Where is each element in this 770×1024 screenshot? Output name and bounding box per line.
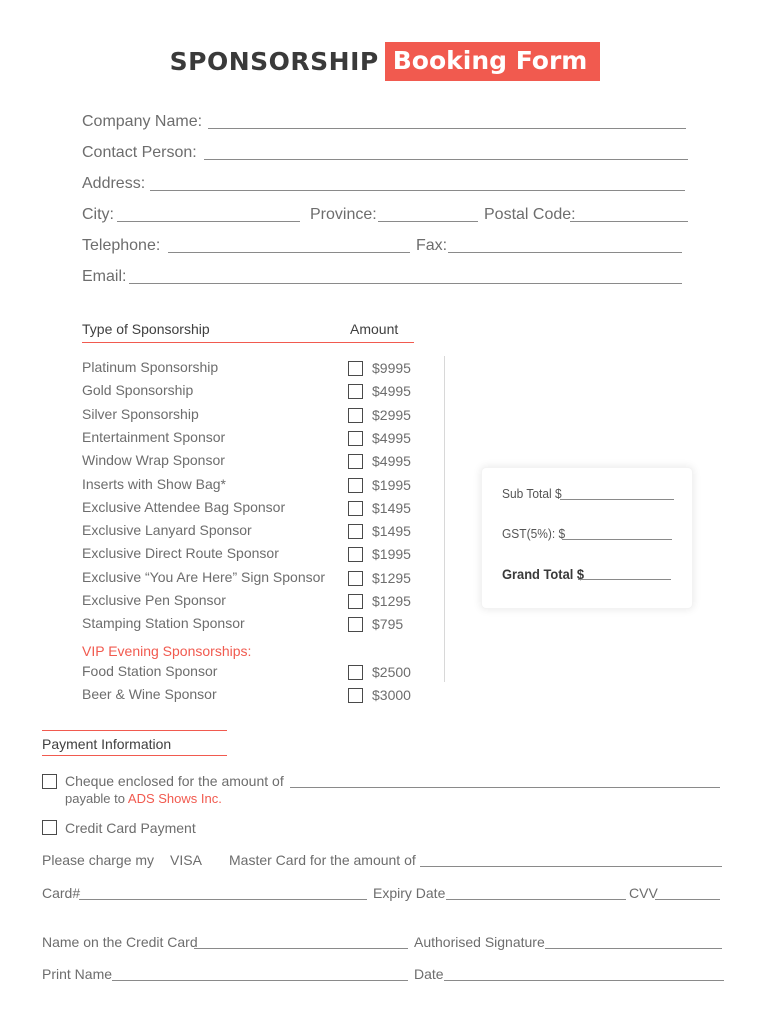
credit-card-checkbox[interactable] [42, 820, 57, 835]
sponsorship-checkbox[interactable] [348, 665, 363, 680]
master-card-option[interactable]: Master Card for the amount of [229, 852, 416, 868]
sponsorship-checkbox[interactable] [348, 408, 363, 423]
city-field[interactable] [117, 221, 300, 222]
sponsorship-checkbox[interactable] [348, 454, 363, 469]
sponsorship-name: Entertainment Sponsor [82, 428, 226, 445]
visa-option[interactable]: VISA [170, 852, 202, 868]
charge-my-label: Please charge my [42, 852, 155, 868]
charge-amount-field[interactable] [420, 866, 722, 867]
sponsorship-checkbox[interactable] [348, 524, 363, 539]
payable-company: ADS Shows Inc. [127, 791, 222, 806]
sponsorship-name: Silver Sponsorship [82, 405, 199, 422]
card-number-field[interactable] [79, 899, 367, 900]
sponsorship-price: $4995 [372, 453, 411, 470]
sponsorship-price: $3000 [372, 687, 411, 704]
company-name-field[interactable] [208, 128, 686, 129]
sponsorship-name: Gold Sponsorship [82, 382, 194, 399]
contact-person-label: Contact Person: [82, 144, 197, 161]
sponsorship-name: Exclusive Attendee Bag Sponsor [82, 498, 286, 515]
amount-header: Amount [350, 321, 399, 337]
payable-to-text [65, 791, 222, 806]
sponsorship-price: $9995 [372, 360, 411, 376]
address-field[interactable] [150, 190, 685, 191]
vip-evening-label: VIP Evening Sponsorships: [82, 643, 252, 659]
postal-code-field[interactable] [570, 221, 688, 222]
sponsorship-price: $1495 [372, 499, 411, 516]
cvv-label: CVV [629, 885, 658, 901]
cheque-checkbox[interactable] [42, 774, 57, 789]
sponsorship-price: $1995 [372, 476, 411, 493]
sponsorship-checkbox[interactable] [348, 384, 363, 399]
province-label: Province: [310, 206, 377, 223]
sponsorship-price: $1995 [372, 546, 411, 563]
sponsorship-price: $1295 [372, 569, 411, 586]
name-on-card-field[interactable] [194, 948, 408, 949]
sponsorship-price: $1495 [372, 523, 411, 540]
form-title [0, 42, 770, 81]
fax-label: Fax: [416, 237, 448, 254]
fax-field[interactable] [448, 252, 682, 253]
cheque-amount-field[interactable] [290, 787, 720, 788]
sponsorship-name: Window Wrap Sponsor [82, 452, 225, 469]
sponsorship-checkbox[interactable] [348, 688, 363, 703]
print-name-field[interactable] [112, 980, 408, 981]
grand-total-field[interactable] [578, 579, 671, 580]
date-label: Date [414, 966, 444, 982]
sponsorship-checkbox[interactable] [348, 594, 363, 609]
sponsorship-name: Exclusive “You Are Here” Sign Sponsor [82, 568, 326, 585]
sponsorship-header-rule [82, 342, 414, 343]
postal-code-label: Postal Code: [484, 206, 576, 223]
sponsorship-checkbox[interactable] [348, 361, 363, 376]
column-divider [444, 356, 445, 682]
date-field[interactable] [444, 980, 724, 981]
sponsorship-checkbox[interactable] [348, 617, 363, 632]
gst-field[interactable] [562, 539, 672, 540]
sponsorship-checkbox[interactable] [348, 478, 363, 493]
telephone-field[interactable] [168, 252, 410, 253]
sponsorship-price: $2995 [372, 406, 411, 423]
sponsorship-price: $2500 [372, 664, 411, 680]
gst-label: GST(5%): $ [502, 526, 566, 541]
contact-person-field[interactable] [204, 159, 688, 160]
sponsorship-price: $4995 [372, 383, 411, 400]
authorised-signature-field[interactable] [545, 948, 722, 949]
payment-information-header: Payment Information [42, 736, 172, 752]
sponsorship-name: Food Station Sponsor [82, 663, 218, 679]
name-on-card-label: Name on the Credit Card [42, 934, 198, 950]
telephone-label: Telephone: [82, 237, 161, 254]
sponsorship-price: $1295 [372, 593, 411, 609]
sponsorship-name: Inserts with Show Bag* [82, 475, 226, 492]
credit-card-label: Credit Card Payment [65, 820, 196, 836]
print-name-label: Print Name [42, 966, 113, 982]
cheque-label: Cheque enclosed for the amount of [65, 773, 284, 789]
province-field[interactable] [378, 221, 478, 222]
sponsorship-checkbox[interactable] [348, 571, 363, 586]
email-field[interactable] [129, 283, 682, 284]
subtotal-field[interactable] [560, 499, 674, 500]
sponsorship-checkbox[interactable] [348, 431, 363, 446]
type-of-sponsorship-header: Type of Sponsorship [82, 321, 210, 337]
sponsorship-name: Exclusive Direct Route Sponsor [82, 545, 279, 562]
sponsorship-name: Exclusive Pen Sponsor [82, 592, 226, 608]
expiry-date-label: Expiry Date [373, 885, 446, 901]
email-label: Email: [82, 268, 127, 285]
sponsorship-checkbox[interactable] [348, 547, 363, 562]
cvv-field[interactable] [655, 899, 720, 900]
address-label: Address: [82, 175, 146, 192]
sponsorship-name: Beer & Wine Sponsor [82, 686, 217, 703]
sponsorship-name: Exclusive Lanyard Sponsor [82, 522, 252, 539]
payable-to-prefix: payable to [65, 791, 125, 806]
grand-total-label: Grand Total $ [502, 566, 585, 582]
sponsorship-checkbox[interactable] [348, 501, 363, 516]
sponsorship-name: Stamping Station Sponsor [82, 615, 245, 632]
expiry-date-field[interactable] [446, 899, 626, 900]
company-name-label: Company Name: [82, 113, 203, 130]
authorised-signature-label: Authorised Signature [414, 934, 545, 950]
city-label: City: [82, 206, 114, 223]
card-number-label: Card# [42, 885, 81, 901]
payment-bottom-rule [42, 755, 227, 756]
subtotal-label: Sub Total $ [502, 486, 562, 501]
title-sponsorship: SPONSORSHIP [169, 47, 379, 76]
sponsorship-name: Platinum Sponsorship [82, 359, 219, 375]
payment-top-rule [42, 730, 227, 731]
sponsorship-price: $4995 [372, 429, 411, 446]
sponsorship-price: $795 [372, 616, 404, 633]
title-badge: Booking Form [385, 42, 601, 81]
